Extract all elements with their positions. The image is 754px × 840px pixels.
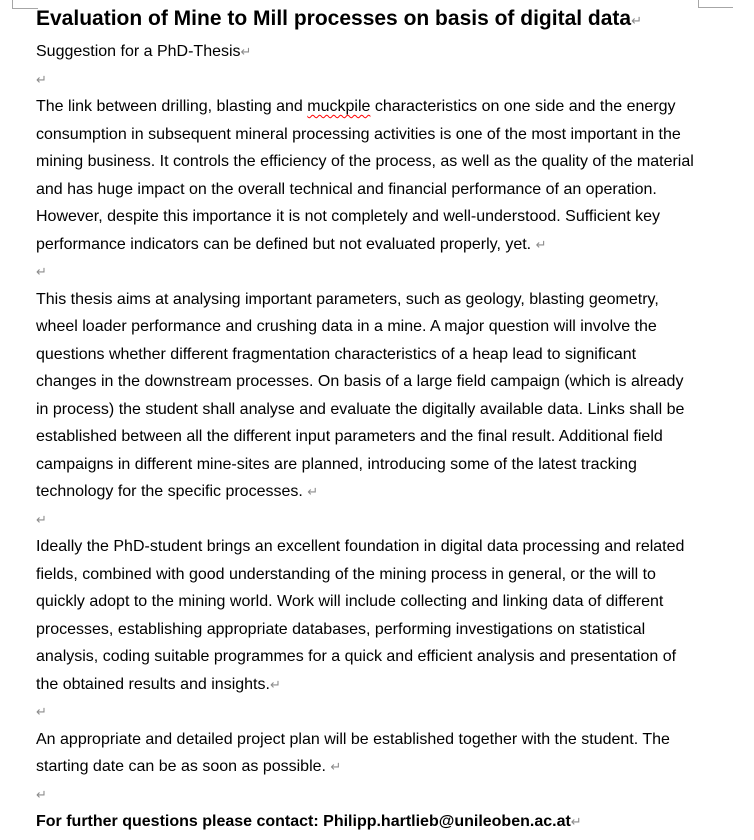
text-line xyxy=(36,231,726,259)
empty-paragraph xyxy=(36,258,726,286)
text-run: The link between drilling, blasting and xyxy=(36,98,308,115)
text-run: characteristics on one side and the energy xyxy=(370,98,676,115)
paragraph-mark: ↵ xyxy=(307,484,319,499)
paragraph-mark: ↵ xyxy=(36,786,47,802)
text-line xyxy=(36,478,726,506)
empty-paragraph xyxy=(36,506,726,534)
paragraph-mark: ↵ xyxy=(36,704,47,719)
paragraph-mark: ↵ xyxy=(631,13,643,28)
text-line: questions whether different fragmentation characteristics of a heap lead to significant xyxy=(36,345,637,363)
text-line: consumption in subsequent mineral processing activities is one of the most important in the xyxy=(36,125,681,143)
empty-paragraph xyxy=(36,66,726,94)
misspelled-word: muckpile xyxy=(307,98,371,115)
paragraph-4 xyxy=(36,726,726,781)
text-line: This thesis aims at analysing important parameters, such as geology, blasting geometry, xyxy=(36,290,659,308)
text-line: and has huge impact on the overall technical and financial performance of an operation. xyxy=(36,180,657,198)
text-line: in process) the student shall analyse and evaluate the digitally available data. Links shall be xyxy=(36,400,685,418)
text-line xyxy=(36,671,726,699)
text-line: wheel loader performance and crushing data in a mine. A major question will involve the xyxy=(36,318,657,335)
empty-paragraph xyxy=(36,781,726,809)
text-line: analysis, coding suitable programmes for a quick and efficient analysis and presentation of xyxy=(36,648,677,665)
crop-mark-top-left-vertical xyxy=(12,0,13,8)
paragraph-2 xyxy=(36,286,726,506)
text-line: fields, combined with good understanding of the mining process in general, or the will to xyxy=(36,565,656,583)
paragraph-mark: ↵ xyxy=(240,44,252,59)
paragraph-mark: ↵ xyxy=(535,236,547,252)
text-line: processes, establishing appropriate databases, performing investigations on statistical xyxy=(36,620,646,638)
text-line: campaigns in different mine-sites are planned, introducing some of the latest tracking xyxy=(36,455,637,473)
text-line: An appropriate and detailed project plan will be established together with the student. The xyxy=(36,730,670,748)
subtitle xyxy=(36,38,726,66)
text-run: performance indicators can be defined but not evaluated properly, yet. xyxy=(36,235,536,253)
document-text-area[interactable] xyxy=(36,0,726,836)
text-line: Ideally the PhD-student brings an excellent foundation in digital data processing and related xyxy=(36,538,685,555)
paragraph-mark: ↵ xyxy=(36,511,47,527)
text-line xyxy=(36,93,726,121)
contact-text: For further questions please contact: Philipp.hartlieb@unileoben.ac.at xyxy=(36,813,571,830)
paragraph-mark: ↵ xyxy=(36,71,47,87)
page-title-text: Evaluation of Mine to Mill processes on basis of digital data xyxy=(36,7,632,30)
text-line: mining business. It controls the efficiency of the process, as well as the quality of the material xyxy=(36,153,694,170)
paragraph-mark: ↵ xyxy=(269,676,281,692)
paragraph-3 xyxy=(36,533,726,698)
page-title xyxy=(36,0,726,38)
empty-paragraph xyxy=(36,698,726,726)
text-run: technology for the specific processes. xyxy=(36,483,308,500)
text-line xyxy=(36,753,726,781)
paragraph-1 xyxy=(36,93,726,258)
paragraph-mark: ↵ xyxy=(36,264,47,279)
text-line: quickly adopt to the mining world. Work will include collecting and linking data of different xyxy=(36,593,664,610)
text-line: changes in the downstream processes. On basis of a large field campaign (which is already xyxy=(36,373,684,390)
text-run: starting date can be as soon as possible. xyxy=(36,758,331,775)
text-line: established between all the different input parameters and the final result. Additional field xyxy=(36,428,663,445)
text-line: However, despite this importance it is not completely and well-understood. Sufficient key xyxy=(36,208,661,225)
contact-line xyxy=(36,808,726,836)
text-run: the obtained results and insights. xyxy=(36,675,270,693)
contact-paragraph xyxy=(36,808,726,836)
crop-mark-top-left-horizontal xyxy=(12,8,38,9)
paragraph-mark: ↵ xyxy=(570,814,582,829)
paragraph-mark: ↵ xyxy=(330,759,342,774)
subtitle-text: Suggestion for a PhD-Thesis xyxy=(36,43,241,60)
